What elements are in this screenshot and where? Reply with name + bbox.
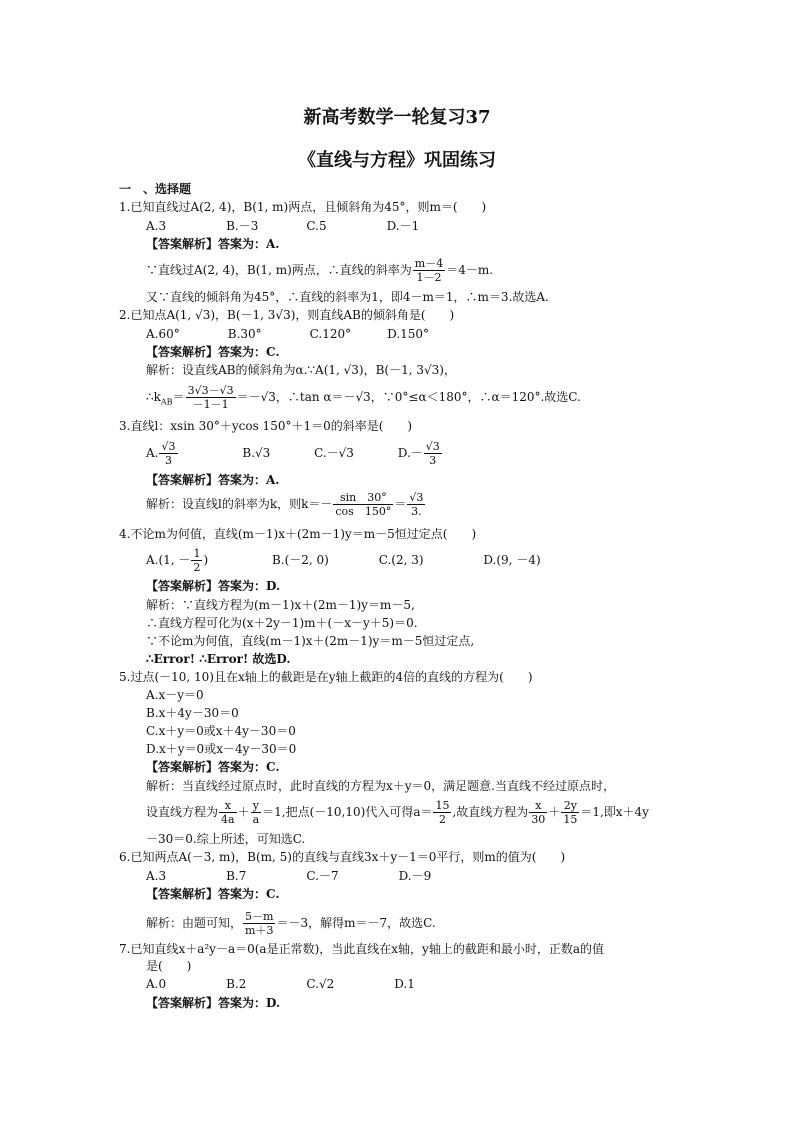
q5-fraction-1: $\frac{x}{4a}$ [221,799,235,826]
q4-opt-a-fraction: $\frac{1}{2}$ [193,547,201,574]
q2-explain-2: $\therefore k_{AB}=$ $\frac{3√3-√3}{-1-1}$ ＝－√3，∴tan α＝－√3，∵0°≤α＜180°，∴α＝120°.故选C. [146,384,581,411]
q5-plus-1: ＋ [237,805,250,819]
q6-options: A.3 B.7 C.－7 D.－9 [146,869,432,883]
q3-explain-text: 解析：设直线l的斜率为k，则k＝－ [146,497,333,511]
q5-option-c: C.x＋y＝0或x＋4y－30＝0 [146,724,296,738]
q3-opt-a-label: A. [146,446,159,460]
q2-k-label: ∴k [146,390,161,404]
q5-plus-2: ＋ [548,805,561,819]
q4-opt-a-label: A.(1, － [146,553,191,567]
q3-options [146,440,443,467]
q1-options: A.3 B.－3 C.5 D.－1 [146,219,420,233]
q5-explain-2 [146,799,649,826]
q7-answer: 【答案解析】答案为：D. [146,996,281,1010]
question-2: 2.已知点A(1, √3)，B(－1, 3√3)，则直线AB的倾斜角是( ) [119,308,455,322]
q3-opt-c: C.－√3 [314,446,354,460]
q3-fraction-1: $\frac{\sin 30^\circ}{\cos 150^\circ}$ [335,491,392,518]
q4-answer: 【答案解析】答案为：D. [146,579,281,593]
q5-fraction-5: $\frac{2y}{15}$ [563,799,578,826]
q2-k-subscript: AB [160,397,173,407]
q6-answer: 【答案解析】答案为：C. [146,887,280,901]
q1-fraction: $\frac{m-4}{1-2}$ [414,257,444,284]
q5-explain-text-3: ,故直线方程为 [452,805,529,819]
q5-answer: 【答案解析】答案为：C. [146,760,280,774]
q3-fraction-2: $\frac{√3}{3.}$ [409,491,424,518]
q6-explain [146,910,436,937]
page-subtitle: 《直线与方程》巩固练习 [298,150,496,171]
q4-explain-2: ∴直线方程可化为(x＋2y－1)m＋(－x－y＋5)＝0. [146,616,418,630]
q5-explain-text-2: ＝1,把点(－10,10)代入可得a＝ [262,805,433,819]
q5-fraction-2: $\frac{y}{a}$ [252,799,260,826]
q6-explain-text-1: 解析：由题可知， [146,916,243,930]
q5-option-a: A.x－y＝0 [146,688,204,702]
q2-fraction: $\frac{3√3-√3}{-1-1}$ [187,384,234,411]
q3-equals: ＝ [394,497,407,511]
q2-options: A.60° B.30° C.120° D.150° [146,327,430,341]
q3-opt-a-fraction: $\frac{√3}{3}$ [161,440,176,467]
q5-explain-text-1: 设直线方程为 [146,805,219,819]
q1-explain-2: 又∵直线的倾斜角为45°，∴直线的斜率为1，即4－m＝1，∴m＝3.故选A. [146,290,549,304]
q5-explain-3: －30＝0.综上所述，可知选C. [146,832,306,846]
q4-opt-b: B.(－2, 0) [271,553,329,567]
q1-explain-1 [146,257,493,284]
q5-explain-text-4: ＝1,即x＋4y [580,805,649,819]
q3-opt-b: B.√3 [242,446,271,460]
q6-explain-text-2: ＝－3，解得m＝－7，故选C. [276,916,436,930]
q4-opt-a-close: ) [203,553,209,567]
q5-fraction-4: $\frac{x}{30}$ [531,799,546,826]
q2-explain-text: ＝－√3，∴tan α＝－√3，∵0°≤α＜180°，∴α＝120°.故选C. [236,390,581,404]
q4-opt-d: D.(9, －4) [483,553,541,567]
section-heading: 一 、选择题 [119,182,192,196]
question-5: 5.过点(－10, 10)且在x轴上的截距是在y轴上截距的4倍的直线的方程为( ) [119,670,533,684]
q3-explain [146,491,426,518]
q1-explain-text-2: ＝4－m. [446,263,494,277]
q4-explain-4: ∴Error! ∴Error! 故选D. [146,652,291,666]
q1-answer: 【答案解析】答案为：A. [146,237,280,251]
q4-options [146,547,541,574]
question-7-cont: 是( ) [146,959,192,973]
q5-option-d: D.x＋y＝0或x－4y－30＝0 [146,742,297,756]
q3-opt-d-fraction: $\frac{√3}{3}$ [425,440,440,467]
q4-explain-3: ∵不论m为何值，直线(m－1)x＋(2m－1)y＝m－5恒过定点, [146,634,475,648]
q5-option-b: B.x＋4y－30＝0 [146,706,239,720]
q2-answer: 【答案解析】答案为：C. [146,345,280,359]
question-1: 1.已知直线过A(2, 4)，B(1, m)两点，且倾斜角为45°，则m＝( ) [119,200,487,214]
q5-fraction-3: $\frac{15}{2}$ [435,799,450,826]
q2-explain-1: 解析：设直线AB的倾斜角为α.∵A(1, √3)，B(－1, 3√3)， [146,363,456,377]
page-title: 新高考数学一轮复习37 [303,107,491,128]
q4-opt-c: C.(2, 3) [378,553,424,567]
q3-answer: 【答案解析】答案为：A. [146,473,280,487]
question-7: 7.已知直线x＋a²y－a＝0(a是正常数)，当此直线在x轴，y轴上的截距和最小时，正数a的值 [119,942,604,956]
q7-options: A.0 B.2 C.√2 D.1 [146,977,415,991]
q3-opt-d-label: D.－ [397,446,423,460]
q6-fraction: $\frac{5-m}{m+3}$ [245,910,274,937]
q4-explain-1: 解析：∵直线方程为(m－1)x＋(2m－1)y＝m－5, [146,598,415,612]
q5-explain-1: 解析：当直线经过原点时，此时直线的方程为x＋y＝0，满足题意.当直线不经过原点时， [146,779,615,793]
question-4: 4.不论m为何值，直线(m－1)x＋(2m－1)y＝m－5恒过定点( ) [119,527,477,541]
question-3: 3.直线l：xsin 30°＋ycos 150°＋1＝0的斜率是( ) [119,419,413,433]
q1-explain-text: ∵直线过A(2, 4)，B(1, m)两点，∴直线的斜率为 [146,263,412,277]
question-6: 6.已知两点A(－3, m)，B(m, 5)的直线与直线3x＋y－1＝0平行，则m的值为( ) [119,850,566,864]
